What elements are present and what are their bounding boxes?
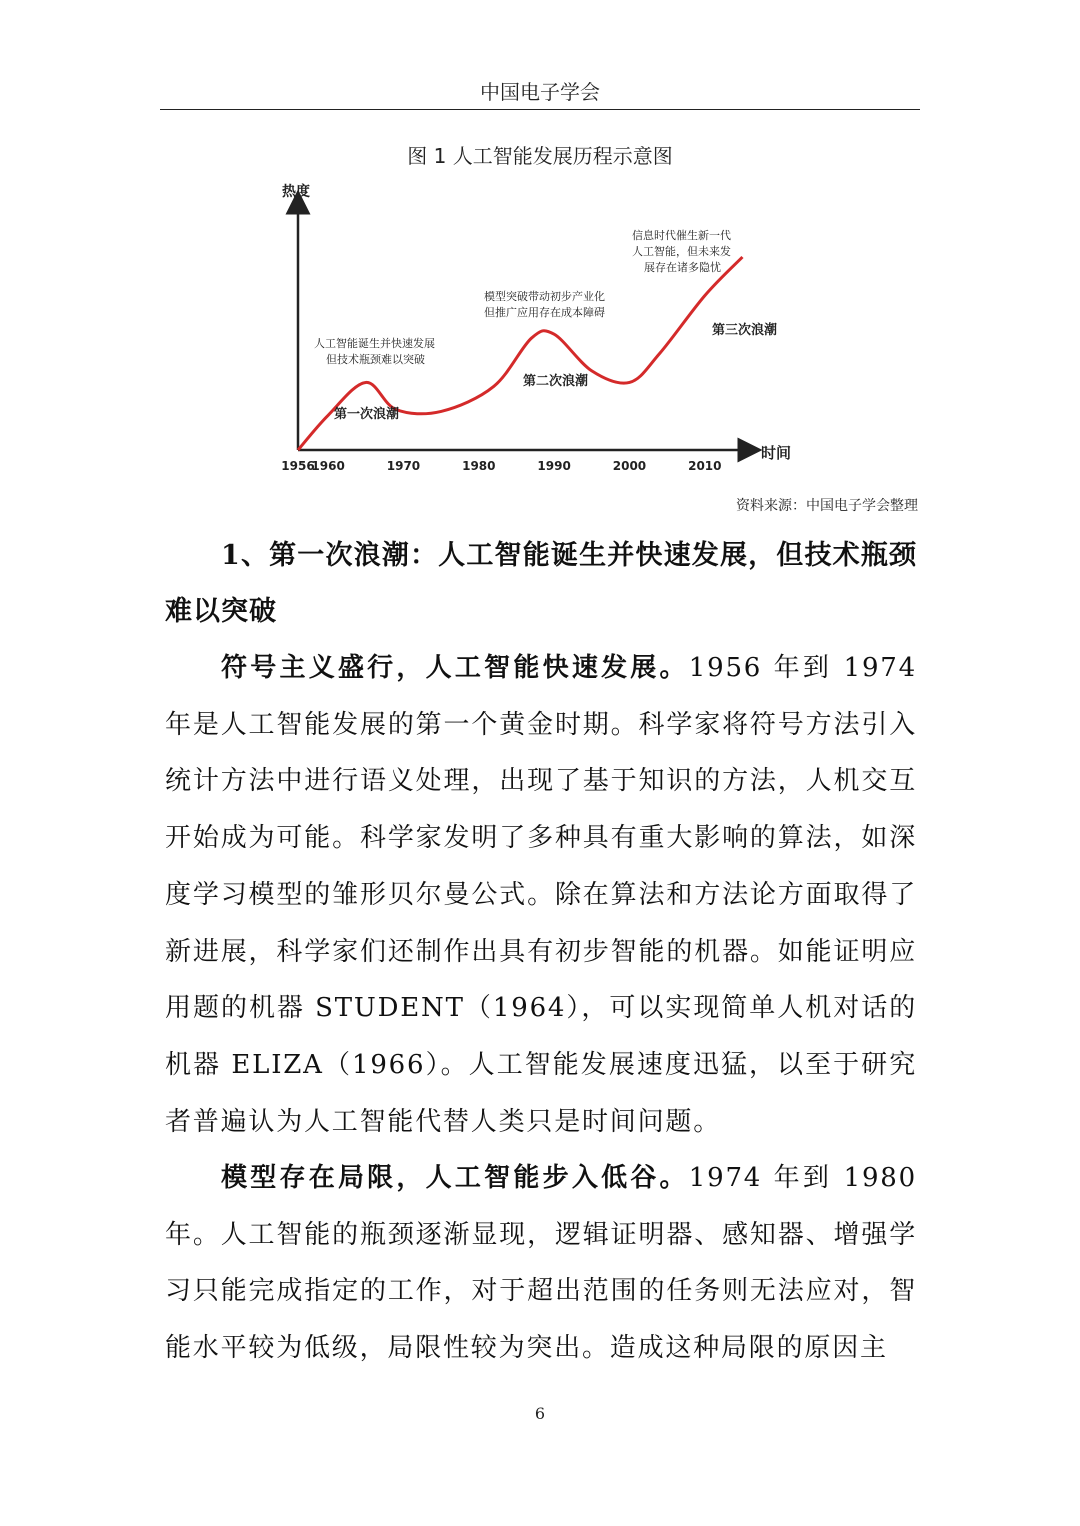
page-number: 6 — [534, 1404, 546, 1423]
x-tick-label: 1970 — [386, 459, 421, 473]
wave3-note-line: 人工智能，但未来发 — [632, 245, 731, 258]
wave2-note-line: 但推广应用存在成本障碍 — [484, 306, 605, 319]
x-tick-label: 1960 — [311, 459, 345, 473]
wave2-note-line: 模型突破带动初步产业化 — [484, 290, 605, 303]
ai-history-chart — [270, 172, 810, 482]
x-tick-label: 1990 — [537, 459, 571, 473]
paragraph-lead: 模型存在局限，人工智能步入低谷。 — [221, 1163, 689, 1193]
paragraph-text: 1956 年到 1974 年是人工智能发展的第一个黄金时期。科学家将符号方法引入统计方法中进行语义处理，出现了基于知识的方法，人机交互开始成为可能。科学家发明了多种具有重大影响的算法，如深度学习模型的雏形贝尔曼公式。除在算法和方法论方面取得了新进展，科学家们还制作出具有初步智能的机器。如能证明应用题的机器 STUDENT（1964），可以实现简单人机对话的机器 ELIZA（1966）。人工智能发展速度迅猛，以至于研究者普遍认为人工智能代替人类只是时间问题。 — [165, 653, 917, 1137]
y-axis-label: 热度 — [282, 184, 310, 200]
section-heading-text: 1、第一次浪潮：人工智能诞生并快速发展，但技术瓶颈难以突破 — [165, 540, 917, 627]
x-axis-label: 时间 — [761, 444, 792, 462]
wave3-label: 第三次浪潮 — [712, 323, 778, 338]
wave1-note-line: 但技术瓶颈难以突破 — [326, 353, 425, 366]
wave3-note-line: 信息时代催生新一代 — [632, 229, 731, 242]
figure-source: 资料来源：中国电子学会整理 — [736, 498, 918, 514]
x-tick-label: 2000 — [612, 459, 647, 473]
wave3-note — [632, 228, 731, 274]
page-header: 中国电子学会 — [160, 76, 920, 110]
section-heading — [165, 528, 917, 640]
wave1-note — [314, 336, 435, 366]
wave1-label: 第一次浪潮 — [334, 407, 400, 422]
paragraph — [165, 1150, 917, 1377]
paragraph-text: 1974 年到 1980 年。人工智能的瓶颈逐渐显现，逻辑证明器、感知器、增强学习只能完成指定的工作，对于超出范围的任务则无法应对，智能水平较为低级，局限性较为突出。造成这种局限的原因主 — [165, 1163, 917, 1364]
wave2-label: 第二次浪潮 — [523, 374, 589, 389]
x-tick-label: 1980 — [462, 459, 496, 473]
figure-caption: 图 1 人工智能发展历程示意图 — [407, 144, 673, 168]
paragraph — [165, 640, 917, 1150]
x-tick-label: 2010 — [688, 459, 722, 473]
wave3-note-line: 展存在诸多隐忧 — [644, 261, 721, 274]
x-tick-label: 1956 — [281, 459, 315, 473]
paragraph-lead: 符号主义盛行，人工智能快速发展。 — [221, 653, 689, 683]
x-tick-labels — [281, 459, 721, 473]
wave1-note-line: 人工智能诞生并快速发展 — [314, 337, 435, 350]
wave2-note — [484, 289, 605, 319]
